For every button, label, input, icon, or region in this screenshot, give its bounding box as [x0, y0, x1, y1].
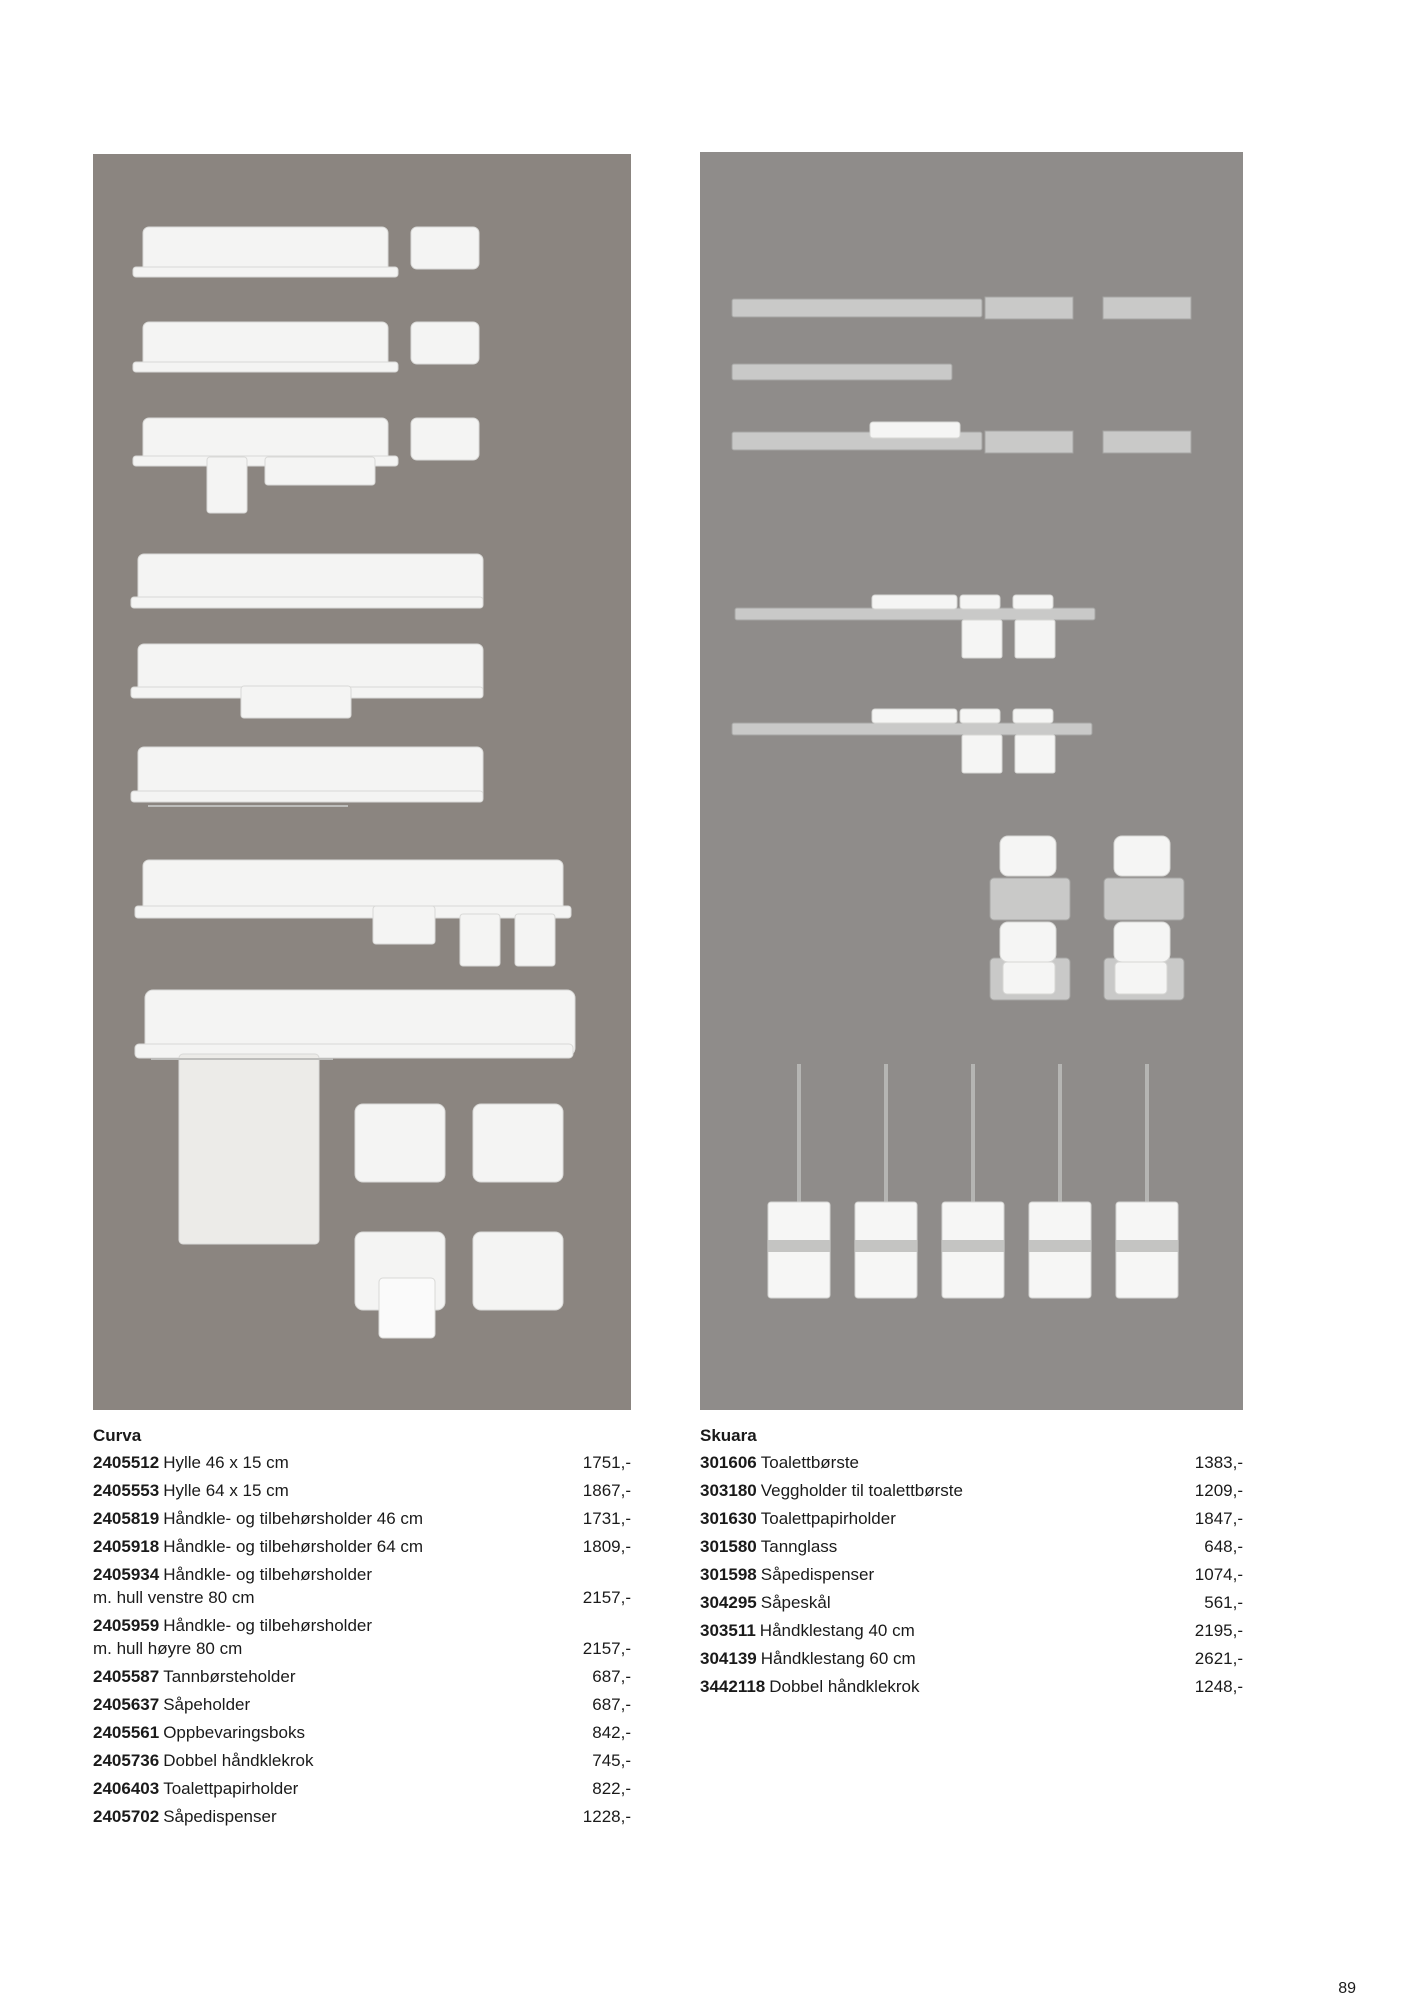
item-code: 2405587: [93, 1667, 160, 1686]
item-name: Toalettbørste: [760, 1453, 859, 1472]
price-row: [93, 1693, 631, 1716]
item-name: Håndkle- og tilbehørsholder 46 cm: [163, 1509, 424, 1528]
item-name: Tannbørsteholder: [163, 1667, 296, 1686]
item-price: 1248,-: [1194, 1677, 1243, 1696]
skuara-product-photo: [700, 152, 1243, 1410]
item-code: 301606: [700, 1453, 757, 1472]
price-row: [93, 1535, 631, 1558]
item-price: 1228,-: [582, 1807, 631, 1826]
item-price: 1751,-: [582, 1453, 631, 1472]
item-name-line2: m. hull høyre 80 cm: [93, 1639, 243, 1658]
item-name: Dobbel håndklekrok: [769, 1677, 920, 1696]
item-name-line2: m. hull venstre 80 cm: [93, 1588, 255, 1607]
price-row: [93, 1721, 631, 1744]
price-row: [700, 1563, 1243, 1586]
price-row: [93, 1777, 631, 1800]
item-price: 1731,-: [582, 1509, 631, 1528]
item-name: Dobbel håndklekrok: [163, 1751, 314, 1770]
price-row: [93, 1614, 631, 1660]
price-row: [93, 1749, 631, 1772]
item-code: 2406403: [93, 1779, 160, 1798]
item-code: 2405637: [93, 1695, 160, 1714]
skuara-price-list: [700, 1424, 1243, 1703]
price-row: [93, 1665, 631, 1688]
item-name: Håndkle- og tilbehørsholder: [163, 1565, 373, 1584]
item-price: 2621,-: [1194, 1649, 1243, 1668]
item-code: 2405934: [93, 1565, 160, 1584]
item-price: 842,-: [592, 1723, 631, 1742]
item-name: Såpeskål: [760, 1593, 831, 1612]
item-name: Såpedispenser: [163, 1807, 277, 1826]
item-name: Hylle 46 x 15 cm: [163, 1453, 289, 1472]
item-price: 2157,-: [582, 1639, 631, 1658]
series-title: Skuara: [700, 1426, 757, 1445]
item-price: 1809,-: [582, 1537, 631, 1556]
item-price: 1867,-: [582, 1481, 631, 1500]
item-code: 301630: [700, 1509, 757, 1528]
item-price: 2157,-: [582, 1588, 631, 1607]
price-row: [93, 1451, 631, 1474]
item-name: Såpedispenser: [760, 1565, 875, 1584]
item-code: 304139: [700, 1649, 757, 1668]
price-row: [700, 1619, 1243, 1642]
item-name: Håndklestang 40 cm: [759, 1621, 915, 1640]
item-code: 2405959: [93, 1616, 160, 1635]
page-number: 89: [1338, 1980, 1356, 1997]
item-price: 648,-: [1204, 1537, 1243, 1556]
item-price: 2195,-: [1194, 1621, 1243, 1640]
price-row: [700, 1507, 1243, 1530]
item-name: Håndkle- og tilbehørsholder 64 cm: [163, 1537, 424, 1556]
item-price: 1074,-: [1194, 1565, 1243, 1584]
item-name: Toalettpapirholder: [760, 1509, 896, 1528]
price-row: [700, 1451, 1243, 1474]
item-name: Toalettpapirholder: [163, 1779, 299, 1798]
price-row: [93, 1507, 631, 1530]
item-code: 2405561: [93, 1723, 160, 1742]
price-row: [700, 1675, 1243, 1698]
price-row: [700, 1647, 1243, 1670]
item-code: 303511: [700, 1621, 756, 1640]
item-price: 745,-: [592, 1751, 631, 1770]
price-row: [700, 1479, 1243, 1502]
price-row: [93, 1479, 631, 1502]
item-price: 822,-: [592, 1779, 631, 1798]
item-price: 561,-: [1204, 1593, 1243, 1612]
item-price: 1209,-: [1194, 1481, 1243, 1500]
item-code: 2405736: [93, 1751, 160, 1770]
item-code: 2405553: [93, 1481, 160, 1500]
item-name: Oppbevaringsboks: [163, 1723, 305, 1742]
item-name: Håndklestang 60 cm: [760, 1649, 916, 1668]
price-row: [700, 1535, 1243, 1558]
item-code: 2405819: [93, 1509, 160, 1528]
item-code: 301580: [700, 1537, 757, 1556]
curva-photo-drawing: [93, 154, 631, 1410]
curva-product-photo: [93, 154, 631, 1410]
item-code: 3442118: [700, 1677, 766, 1696]
item-name: Veggholder til toalettbørste: [760, 1481, 963, 1500]
item-code: 2405918: [93, 1537, 160, 1556]
price-row: [93, 1563, 631, 1609]
item-name: Håndkle- og tilbehørsholder: [163, 1616, 373, 1635]
item-code: 2405512: [93, 1453, 160, 1472]
price-row: [93, 1805, 631, 1828]
item-code: 2405702: [93, 1807, 160, 1826]
item-price: 1847,-: [1194, 1509, 1243, 1528]
curva-price-list: [93, 1424, 631, 1833]
item-name: Såpeholder: [163, 1695, 251, 1714]
item-price: 1383,-: [1194, 1453, 1243, 1472]
item-code: 304295: [700, 1593, 757, 1612]
series-title: Curva: [93, 1426, 142, 1445]
item-name: Tannglass: [760, 1537, 838, 1556]
item-code: 301598: [700, 1565, 757, 1584]
item-code: 303180: [700, 1481, 757, 1500]
item-name: Hylle 64 x 15 cm: [163, 1481, 289, 1500]
item-price: 687,-: [592, 1667, 631, 1686]
price-row: [700, 1591, 1243, 1614]
skuara-photo-drawing: [700, 152, 1243, 1410]
item-price: 687,-: [592, 1695, 631, 1714]
